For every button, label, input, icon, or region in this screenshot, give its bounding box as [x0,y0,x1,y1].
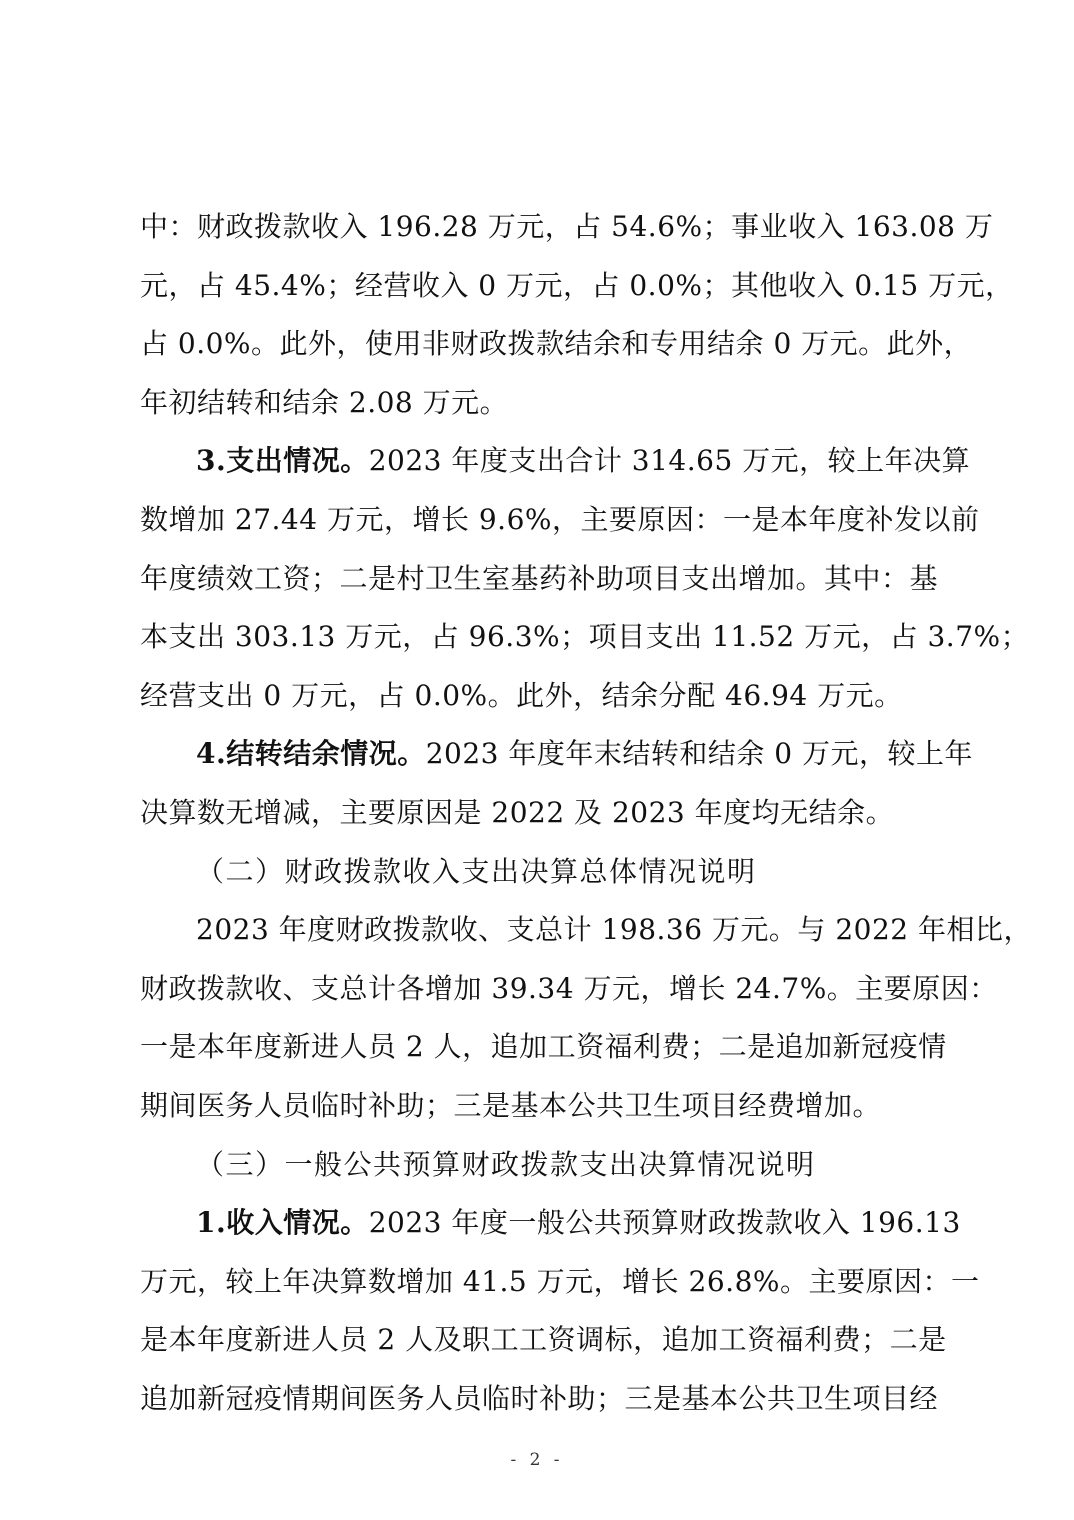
line-text: 2023 年度一般公共预算财政拨款收入 196.13 [368,1206,961,1240]
section-heading-bold: 4.结转结余情况。 [196,737,426,771]
text-line [140,1077,936,1136]
line-text: 一是本年度新进人员 2 人，追加工资福利费；二是追加新冠疫情 [140,1030,947,1064]
line-text: 中：财政拨款收入 196.28 万元，占 54.6%；事业收入 163.08 万 [140,210,994,243]
line-text: （二）财政拨款收入支出决算总体情况说明 [196,854,757,888]
text-line [140,608,1030,667]
line-text: 2023 年度年末结转和结余 0 万元，较上年 [425,737,974,771]
subsection-heading-2 [140,843,936,902]
text-line [140,1311,947,1370]
section-heading-bold: 3.支出情况。 [196,444,369,478]
line-text: 占 0.0%。此外，使用非财政拨款结余和专用结余 0 万元。此外， [140,327,973,361]
document-body [140,198,1032,1428]
text-line [140,784,936,843]
line-text: 决算数无增减，主要原因是 2022 及 2023 年度均无结余。 [140,795,895,829]
section-paragraph-expenditure [140,432,971,491]
line-text: 年度绩效工资；二是村卫生室基药补助项目支出增加。其中：基 [140,561,939,595]
line-text: 财政拨款收、支总计各增加 39.34 万元，增长 24.7%。主要原因： [140,971,998,1005]
text-line [140,1018,947,1077]
line-text: 本支出 303.13 万元，占 96.3%；项目支出 11.52 万元，占 3.7%； [140,620,1030,654]
section-paragraph-carryover [140,725,974,784]
line-text: 元，占 45.4%；经营收入 0 万元，占 0.0%；其他收入 0.15 万元， [140,268,1014,302]
line-text: 2023 年度财政拨款收、支总计 198.36 万元。与 2022 年相比， [196,913,1032,947]
text-line [140,667,936,726]
text-line [140,1253,980,1312]
line-text: 是本年度新进人员 2 人及职工工资调标，追加工资福利费；二是 [140,1323,947,1357]
subsection-heading-3 [140,1136,936,1195]
page-number: - 2 - [510,1450,564,1470]
line-text: 经营支出 0 万元，占 0.0%。此外，结余分配 46.94 万元。 [140,678,903,712]
section-heading-bold: 1.收入情况。 [196,1206,369,1240]
line-text: 追加新冠疫情期间医务人员临时补助；三是基本公共卫生项目经 [140,1381,939,1415]
text-line [140,198,994,257]
line-text: （三）一般公共预算财政拨款支出决算情况说明 [196,1147,816,1181]
line-text: 2023 年度支出合计 314.65 万元，较上年决算 [368,444,971,478]
section-paragraph-income [140,1194,961,1253]
text-line [140,257,1014,316]
text-line [140,550,939,609]
line-text: 万元，较上年决算数增加 41.5 万元，增长 26.8%。主要原因：一 [140,1264,980,1298]
text-line [140,491,980,550]
text-line [140,901,1032,960]
line-text: 年初结转和结余 2.08 万元。 [140,385,509,419]
line-text: 期间医务人员临时补助；三是基本公共卫生项目经费增加。 [140,1088,882,1122]
text-line [140,315,973,374]
line-text: 数增加 27.44 万元，增长 9.6%，主要原因：一是本年度补发以前 [140,502,980,536]
text-line [140,960,998,1019]
text-line [140,1370,939,1429]
text-line [140,374,936,433]
